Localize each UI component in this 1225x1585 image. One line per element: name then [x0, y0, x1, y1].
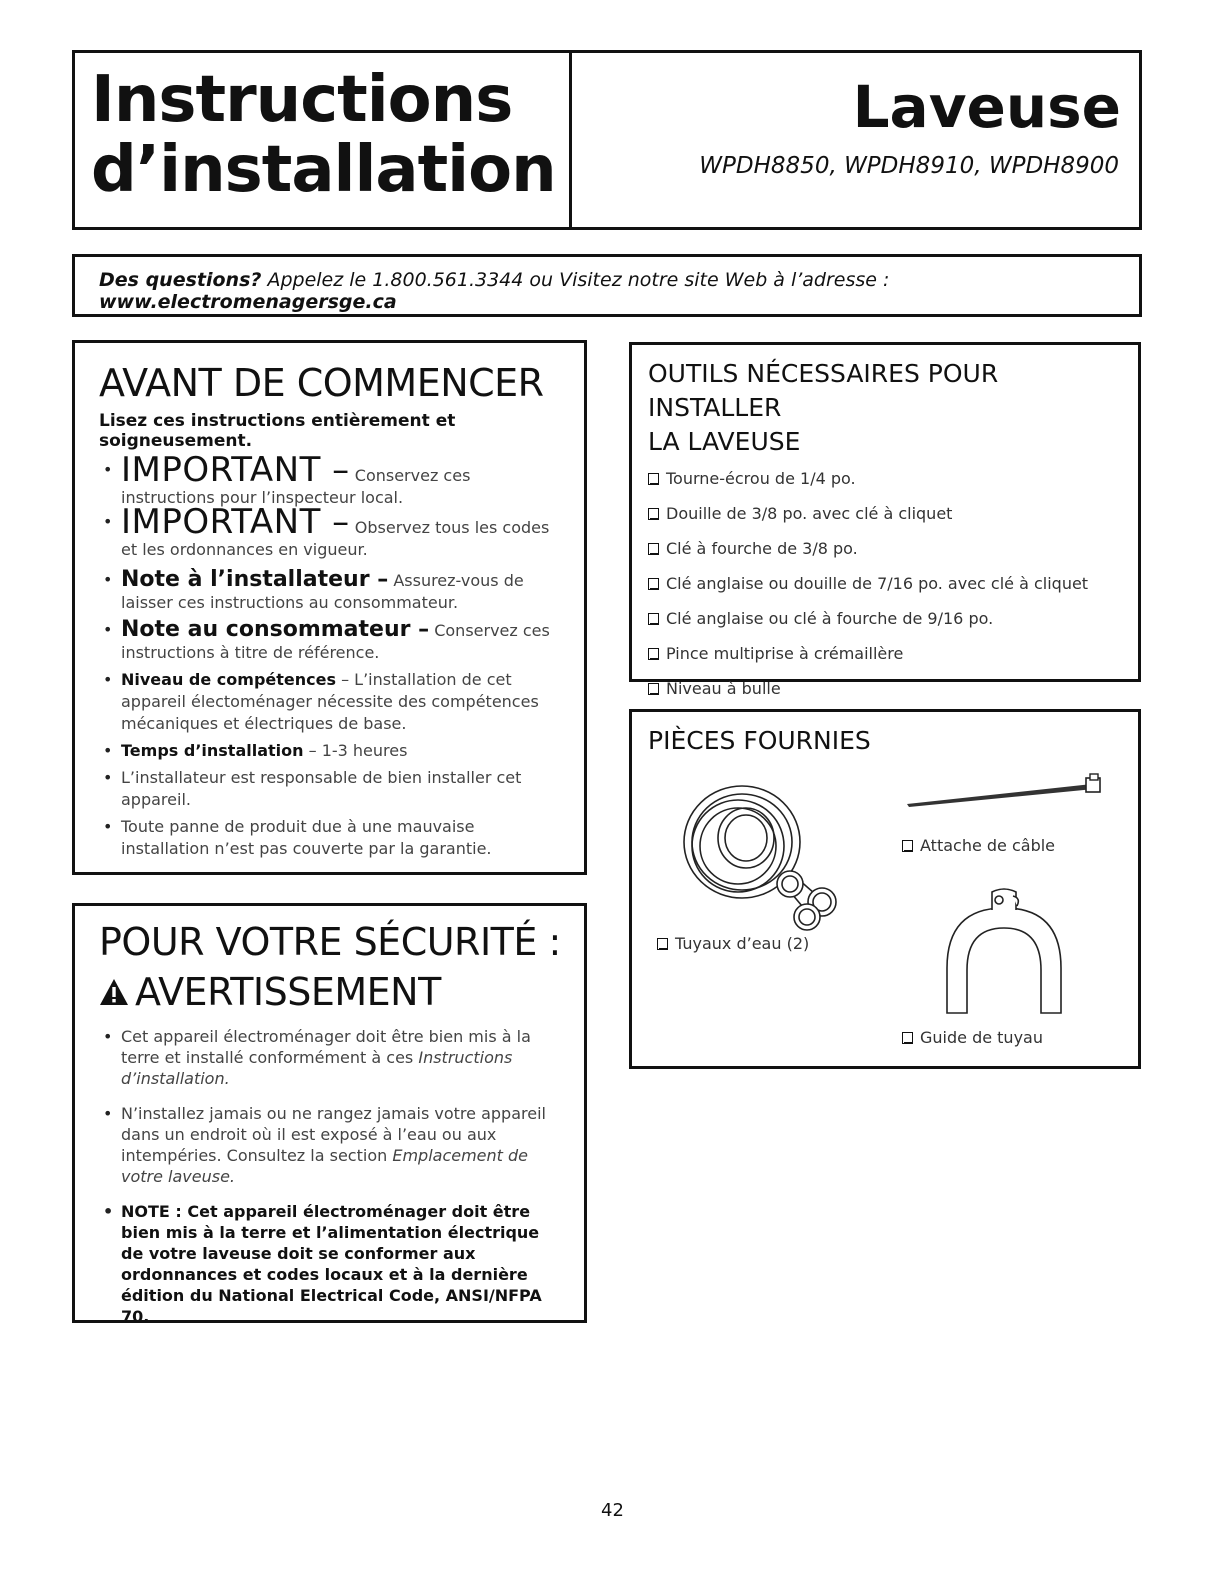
section-subtitle: Lisez ces instructions entièrement et soigneusement.	[99, 411, 456, 451]
product-name: Laveuse	[852, 73, 1121, 141]
list-item	[99, 1103, 562, 1187]
item-keyword: IMPORTANT –	[121, 502, 350, 542]
item-keyword: Note à l’installateur –	[121, 567, 389, 592]
checklist-item	[648, 467, 1122, 490]
list-item	[99, 767, 562, 811]
securite-list	[99, 1026, 562, 1327]
list-item	[99, 502, 562, 561]
warning-heading	[99, 970, 562, 1014]
item-text: NOTE : Cet appareil électroménager doit être bien mis à la terre et l’alimentation électrique de votre laveuse doit se conformer aux ordonnances et codes locaux et à la dernière édition du National Electrical Code, ANSI/NFPA 70.	[121, 1202, 542, 1326]
checklist-item	[648, 537, 1122, 560]
checkbox-icon	[902, 840, 913, 852]
list-item	[99, 1026, 562, 1089]
title-line-1: Instructions	[91, 63, 513, 137]
title-box	[72, 50, 572, 230]
item-text: Tourne-écrou de 1/4 po.	[666, 469, 856, 488]
checkbox-icon	[648, 683, 659, 695]
checkbox-icon	[648, 543, 659, 555]
part-label: Guide de tuyau	[920, 1028, 1043, 1047]
checkbox-icon	[648, 648, 659, 660]
document-title	[91, 65, 556, 205]
product-box	[569, 50, 1142, 230]
checkbox-icon	[648, 613, 659, 625]
section-title: AVANT DE COMMENCER	[99, 361, 544, 405]
part-label: Tuyaux d’eau (2)	[675, 934, 810, 953]
item-keyword: IMPORTANT –	[121, 450, 350, 490]
part-label: Attache de câble	[920, 836, 1056, 855]
part-cable-tie	[902, 836, 1055, 855]
checkbox-icon	[657, 938, 668, 950]
checkbox-icon	[648, 473, 659, 485]
item-text: Observez tous les codes et les ordonnances en vigueur.	[121, 518, 550, 559]
item-text: Douille de 3/8 po. avec clé à cliquet	[666, 504, 953, 523]
checklist-item	[648, 677, 1122, 700]
water-hoses-icon	[672, 772, 852, 942]
tools-checklist	[648, 467, 1122, 700]
item-text: Pince multiprise à crémaillère	[666, 644, 904, 663]
section-outils	[629, 342, 1141, 698]
checklist-item	[648, 502, 1122, 525]
item-text: Clé anglaise ou clé à fourche de 9/16 po.	[666, 609, 994, 628]
item-text: Clé anglaise ou douille de 7/16 po. avec clé à cliquet	[666, 574, 1089, 593]
title-line-1: OUTILS NÉCESSAIRES POUR INSTALLER	[648, 359, 999, 422]
title-line-2: d’installation	[91, 133, 556, 207]
list-item	[99, 619, 562, 664]
item-keyword: Niveau de compétences	[121, 670, 336, 689]
item-text: – 1-3 heures	[303, 741, 408, 760]
cable-tie-icon	[902, 772, 1112, 812]
section-avant-de-commencer	[72, 340, 587, 875]
questions-banner	[72, 254, 1142, 317]
model-numbers: WPDH8850, WPDH8910, WPDH8900	[699, 153, 1119, 179]
item-text: Conservez ces instructions à titre de référence.	[121, 621, 550, 662]
list-item	[99, 740, 562, 762]
banner-text: Appelez le 1.800.561.3344 ou Visitez notre site Web à l’adresse :	[261, 269, 890, 291]
item-text: Clé à fourche de 3/8 po.	[666, 539, 858, 558]
item-text: Niveau à bulle	[666, 679, 781, 698]
item-text: Toute panne de produit due à une mauvaise installation n’est pas couverte par la garantie.	[121, 817, 492, 858]
checkbox-icon	[648, 508, 659, 520]
warning-triangle-icon	[99, 977, 129, 1007]
list-item	[99, 1201, 562, 1327]
list-item	[99, 569, 562, 614]
item-text: Conservez ces instructions pour l’inspecteur local.	[121, 466, 471, 507]
item-text: L’installateur est responsable de bien installer cet appareil.	[121, 768, 522, 809]
list-item	[99, 669, 562, 735]
section-pieces	[629, 709, 1141, 1069]
section-title	[648, 357, 1122, 459]
item-text: N’installez jamais ou ne rangez jamais votre appareil dans un endroit où il est exposé à l’eau ou aux intempéries. Consultez la section	[121, 1104, 546, 1165]
checklist-item	[648, 607, 1122, 630]
checkbox-icon	[648, 578, 659, 590]
warning-label: AVERTISSEMENT	[135, 970, 441, 1014]
hose-guide-icon	[937, 888, 1072, 1018]
checkbox-icon	[902, 1032, 913, 1044]
item-emphasis: Emplacement de votre laveuse.	[121, 1146, 529, 1186]
website-link[interactable]: www.electromenagersge.ca	[99, 291, 397, 313]
item-keyword: Note au consommateur –	[121, 617, 430, 642]
checklist-item	[648, 642, 1122, 665]
part-hose-guide	[902, 1028, 1043, 1047]
item-text: Cet appareil électroménager doit être bien mis à la terre et installé conformément à ces	[121, 1027, 531, 1067]
checklist-item	[648, 572, 1122, 595]
page-number: 42	[601, 1500, 624, 1521]
item-text: – L’installation de cet appareil électoménager nécessite des compétences mécaniques et électriques de base.	[121, 670, 539, 733]
title-line-2: LA LAVEUSE	[648, 427, 801, 456]
avant-list	[99, 450, 562, 860]
item-text: Assurez-vous de laisser ces instructions au consommateur.	[121, 571, 524, 612]
part-water-hoses	[657, 934, 809, 953]
section-title: POUR VOTRE SÉCURITÉ :	[99, 920, 561, 964]
section-title: PIÈCES FOURNIES	[648, 726, 871, 755]
banner-lead: Des questions?	[99, 269, 262, 291]
list-item	[99, 816, 562, 860]
item-keyword: Temps d’installation	[121, 741, 304, 760]
section-securite	[72, 903, 587, 1326]
item-emphasis: Instructions d’installation.	[121, 1048, 513, 1088]
